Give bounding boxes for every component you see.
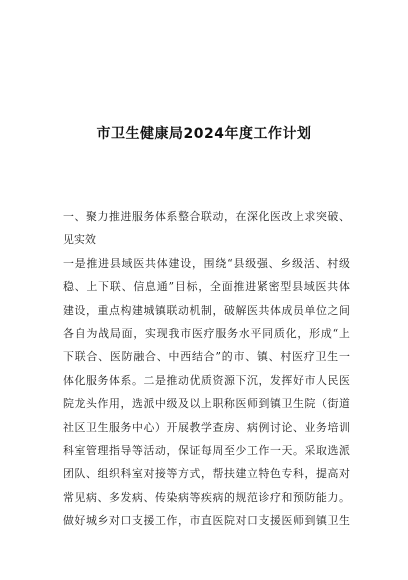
body-line: 体化服务体系。二是推动优质资源下沉，发挥好市人民医 [63,373,350,387]
body-line: 各自为战局面，实现我市医疗服务水平同质化，形成“上 [63,326,350,340]
body-line: 常见病、多发病、传染病等疾病的规范诊疗和预防能力。 [63,490,350,504]
body-line: 一、聚力推进服务体系整合联动，在深化医改上求突破、 [63,210,350,223]
body-line: 科室管理指导等活动，保证每周至少工作一天。采取选派 [63,443,350,457]
document-body [63,205,350,532]
body-line: 院龙头作用，选派中级及以上职称医师到镇卫生院（街道 [63,397,350,411]
body-line: 下联合、医防融合、中西结合”的市、镇、村医疗卫生一 [63,350,350,364]
body-line: 一是推进县域医共体建设，围绕“县级强、乡级活、村级 [63,256,350,270]
body-line: 见实效 [63,233,96,247]
body-line: 稳、上下联、信息通”目标，全面推进紧密型县域医共体 [63,280,350,294]
body-line: 建设，重点构建城镇联动机制，破解医共体成员单位之间 [63,303,350,317]
body-line: 社区卫生服务中心）开展教学查房、病例讨论、业务培训 [63,420,350,434]
body-line: 团队、组织科室对接等方式，帮扶建立特色专科，提高对 [63,467,350,481]
body-line: 做好城乡对口支援工作，市直医院对口支援医师到镇卫生 [63,514,350,528]
document-title: 市卫生健康局2024年度工作计划 [96,126,312,142]
